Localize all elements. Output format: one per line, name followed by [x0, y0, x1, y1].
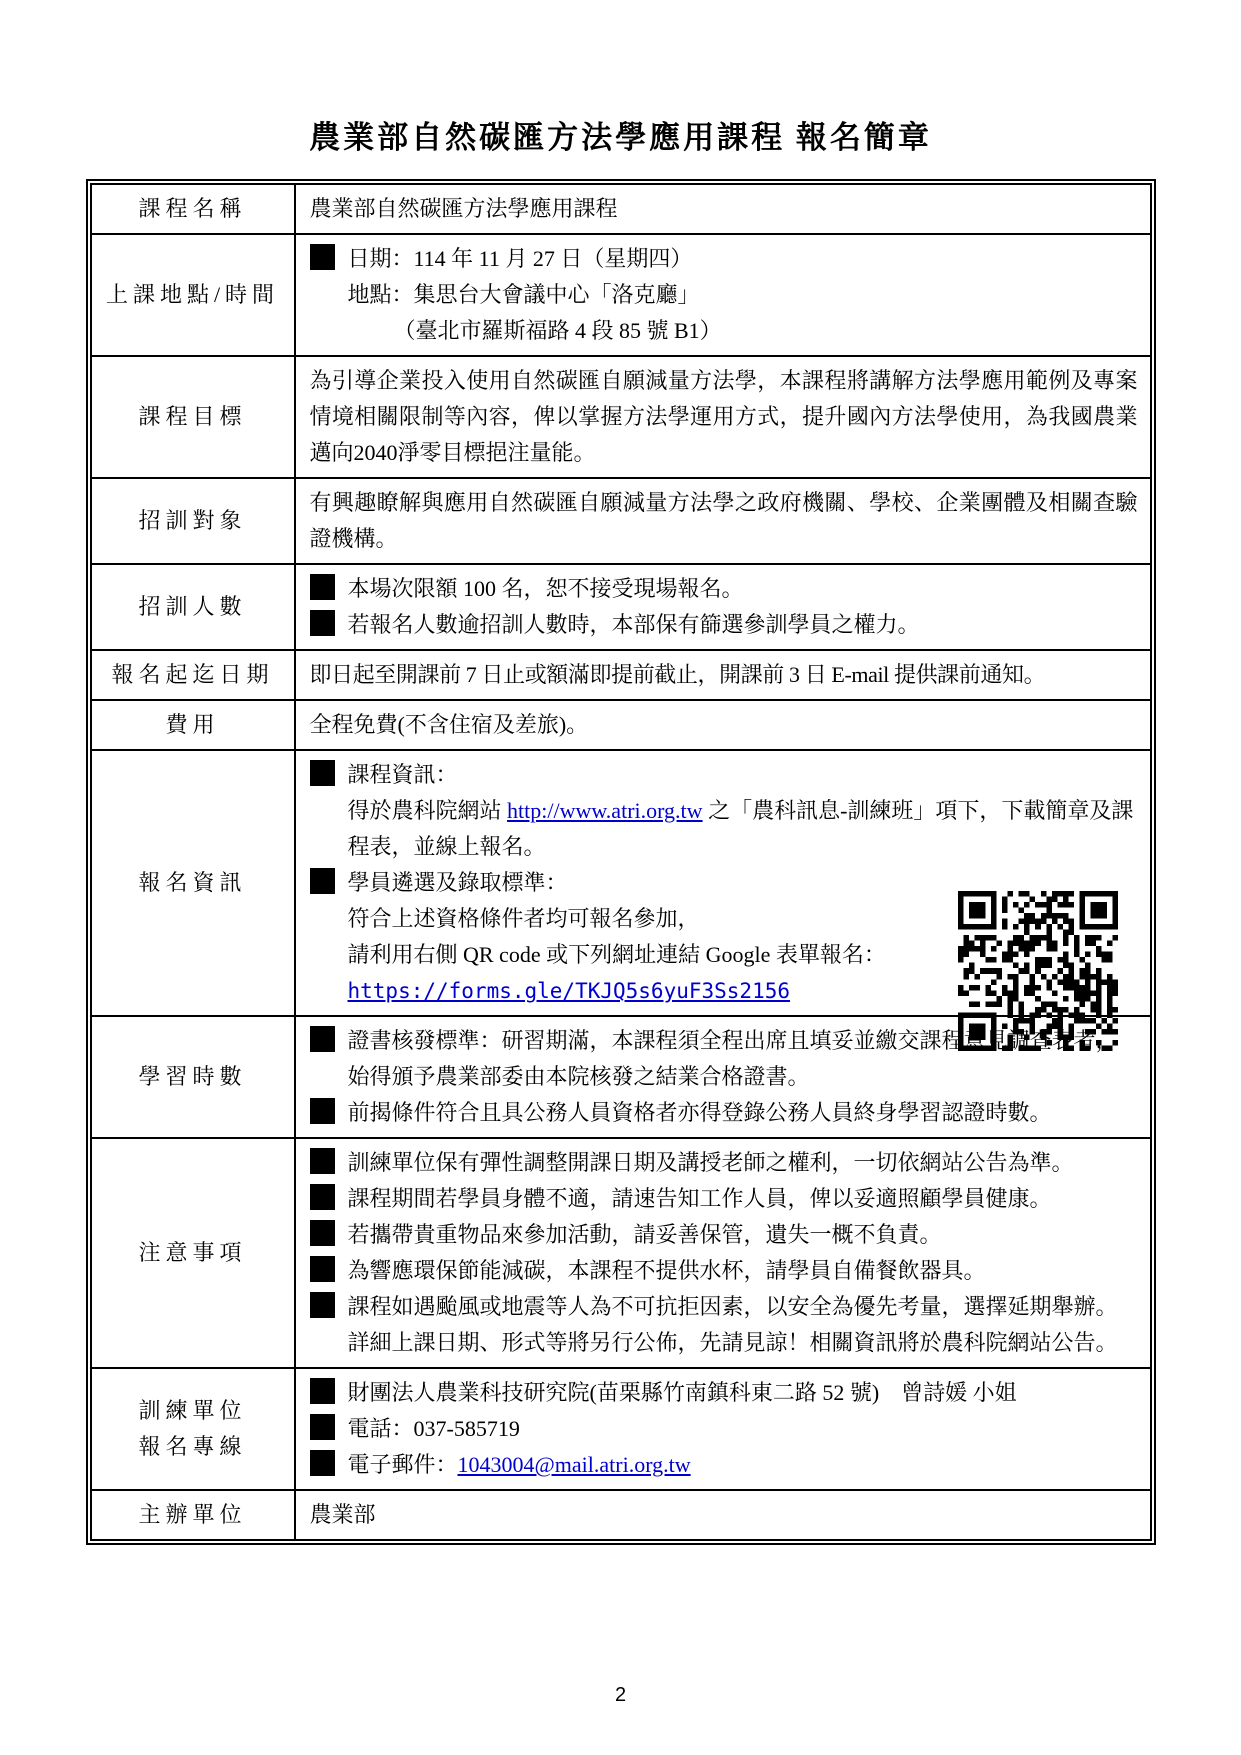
bullet-square-icon: [310, 1378, 335, 1404]
bullet-square-icon: [310, 1220, 335, 1246]
course-name-label: 課程名稱: [91, 184, 295, 234]
bullet-square-icon: [310, 1450, 335, 1476]
text-run: 前揭條件符合且具公務人員資格者亦得登錄公務人員終身學習認證時數。: [347, 1100, 1052, 1125]
text-line: [310, 363, 1138, 471]
text-run: 地點：集思台大會議中心「洛克廳」: [347, 282, 700, 307]
table-row-target-trainees: [91, 478, 1151, 564]
text-run: 學員遴選及錄取標準：: [347, 870, 568, 895]
bullet-square-icon: [310, 1256, 335, 1282]
registration-form-table: [90, 183, 1152, 1541]
bullet-square-icon: [310, 244, 335, 270]
text-line: [310, 1217, 1138, 1253]
registration-info-content: [295, 750, 1151, 1016]
table-row-fee: [91, 700, 1151, 750]
text-line: [310, 485, 1138, 557]
text-run: 本場次限額 100 名，恕不接受現場報名。: [347, 576, 744, 601]
bullet-square-icon: [310, 760, 335, 786]
notes-label: 注意事項: [91, 1138, 295, 1368]
text-line: [310, 191, 1138, 227]
training-unit-hotline-label: 訓練單位 報名專線: [91, 1368, 295, 1490]
text-run: 電子郵件：: [347, 1452, 458, 1477]
table-row-registration-period: [91, 650, 1151, 700]
bullet-square-icon: [310, 1098, 335, 1124]
class-location-time-content: [295, 234, 1151, 356]
text-run: （臺北市羅斯福路 4 段 85 號 B1）: [393, 318, 722, 343]
text-line: [310, 1181, 1138, 1217]
text-line: [310, 277, 1138, 313]
text-line: [310, 241, 1138, 277]
text-run: 電話：037-585719: [347, 1416, 520, 1441]
class-location-time-label: 上課地點/時間: [91, 234, 295, 356]
text-run: 符合上述資格條件者均可報名參加，: [347, 906, 700, 931]
text-run: 即日起至開課前 7 日止或額滿即提前截止，開課前 3 日 E-mail 提供課前通知。: [309, 662, 1046, 687]
trainee-quota-content: [295, 564, 1151, 650]
text-run: 請利用右側 QR code 或下列網址連結 Google 表單報名：: [347, 942, 886, 967]
table-row-trainee-quota: [91, 564, 1151, 650]
text-line: [310, 1023, 1138, 1095]
bullet-square-icon: [310, 1026, 335, 1052]
text-run: 財團法人農業科技研究院(苗栗縣竹南鎮科東二路 52 號) 曾詩媛 小姐: [347, 1380, 1017, 1405]
table-row-class-location-time: [91, 234, 1151, 356]
text-run: 課程如遇颱風或地震等人為不可抗拒因素，以安全為優先考量，選擇延期舉辦。詳細上課日期、形式等將另行公佈，先請見諒！相關資訊將於農科院網站公告。: [347, 1294, 1118, 1355]
text-run: 得於農科院網站: [347, 798, 508, 823]
text-line: [310, 1411, 1138, 1447]
text-line: [310, 657, 1138, 693]
text-line: [310, 313, 1138, 349]
trainee-quota-label: 招訓人數: [91, 564, 295, 650]
table-row-organizer: [91, 1490, 1151, 1540]
bullet-square-icon: [310, 1184, 335, 1210]
table-row-learning-hours: [91, 1016, 1151, 1138]
registration-email-link[interactable]: 1043004@mail.atri.org.tw: [457, 1452, 691, 1477]
bullet-square-icon: [310, 574, 335, 600]
bullet-square-icon: [310, 1292, 335, 1318]
text-line: [310, 1447, 1138, 1483]
fee-content: [295, 700, 1151, 750]
page-title: 農業部自然碳匯方法學應用課程 報名簡章: [309, 120, 932, 155]
text-line: [310, 1375, 1138, 1411]
text-line: [310, 757, 1138, 793]
text-run: 若報名人數逾招訓人數時，本部保有篩選參訓學員之權力。: [347, 612, 920, 637]
text-run: 日期：114 年 11 月 27 日（星期四）: [347, 246, 693, 271]
text-run: 為引導企業投入使用自然碳匯自願減量方法學，本課程將講解方法學應用範例及專案情境相關限制等內容，俾以掌握方法學運用方式，提升國內方法學使用，為我國農業邁向2040淨零目標挹注量能。: [309, 368, 1138, 465]
table-row-course-name: [91, 184, 1151, 234]
learning-hours-label: 學習時數: [91, 1016, 295, 1138]
training-unit-hotline-content: [295, 1368, 1151, 1490]
registration-period-label: 報名起迄日期: [91, 650, 295, 700]
text-line: [310, 1253, 1138, 1289]
text-run: 課程期間若學員身體不適，請速告知工作人員，俾以妥適照顧學員健康。: [347, 1186, 1052, 1211]
text-line: [310, 1095, 1138, 1131]
text-line: [310, 571, 1138, 607]
bullet-square-icon: [310, 868, 335, 894]
table-row-training-unit-hotline: [91, 1368, 1151, 1490]
text-line: [310, 1497, 1138, 1533]
text-run: 為響應環保節能減碳，本課程不提供水杯，請學員自備餐飲器具。: [347, 1258, 986, 1283]
text-run: 證書核發標準：研習期滿，本課程須全程出席且填妥並繳交課程意見調查表者，始得頒予農業部委由本院核發之結業合格證書。: [347, 1028, 1118, 1089]
fee-label: 費用: [91, 700, 295, 750]
learning-hours-content: [295, 1016, 1151, 1138]
target-trainees-label: 招訓對象: [91, 478, 295, 564]
table-row-course-objective: [91, 356, 1151, 478]
course-name-content: [295, 184, 1151, 234]
course-objective-content: [295, 356, 1151, 478]
table-row-registration-info: [91, 750, 1151, 1016]
text-line: [310, 607, 1138, 643]
registration-period-content: [295, 650, 1151, 700]
registration-info-label: 報名資訊: [91, 750, 295, 1016]
notes-content: [295, 1138, 1151, 1368]
text-run: 課程資訊：: [347, 762, 458, 787]
organizer-label: 主辦單位: [91, 1490, 295, 1540]
page-number: 2: [614, 1684, 627, 1706]
text-line: [310, 707, 1138, 743]
google-form-link[interactable]: https://forms.gle/TKJQ5s6yuF3Ss2156: [347, 979, 791, 1003]
text-run: 農業部: [309, 1502, 376, 1527]
course-objective-label: 課程目標: [91, 356, 295, 478]
text-line: [310, 1289, 1138, 1361]
form-table-body: [91, 184, 1151, 1540]
atri-website-link[interactable]: http://www.atri.org.tw: [507, 798, 703, 823]
text-run: 有興趣瞭解與應用自然碳匯自願減量方法學之政府機關、學校、企業團體及相關查驗證機構。: [309, 490, 1138, 551]
target-trainees-content: [295, 478, 1151, 564]
text-run: 若攜帶貴重物品來參加活動，請妥善保管，遺失一概不負責。: [347, 1222, 942, 1247]
bullet-square-icon: [310, 610, 335, 636]
text-run: 全程免費(不含住宿及差旅)。: [309, 712, 589, 737]
organizer-content: [295, 1490, 1151, 1540]
table-row-notes: [91, 1138, 1151, 1368]
text-line: [310, 793, 1138, 865]
text-run: 農業部自然碳匯方法學應用課程: [309, 196, 618, 221]
text-run: 之「農科訊息-訓練班」項下，下載簡章及課程表，並線上報名。: [347, 798, 1134, 859]
text-run: 訓練單位保有彈性調整開課日期及講授老師之權利，一切依網站公告為準。: [347, 1150, 1074, 1175]
bullet-square-icon: [310, 1148, 335, 1174]
text-line: [310, 1145, 1138, 1181]
bullet-square-icon: [310, 1414, 335, 1440]
